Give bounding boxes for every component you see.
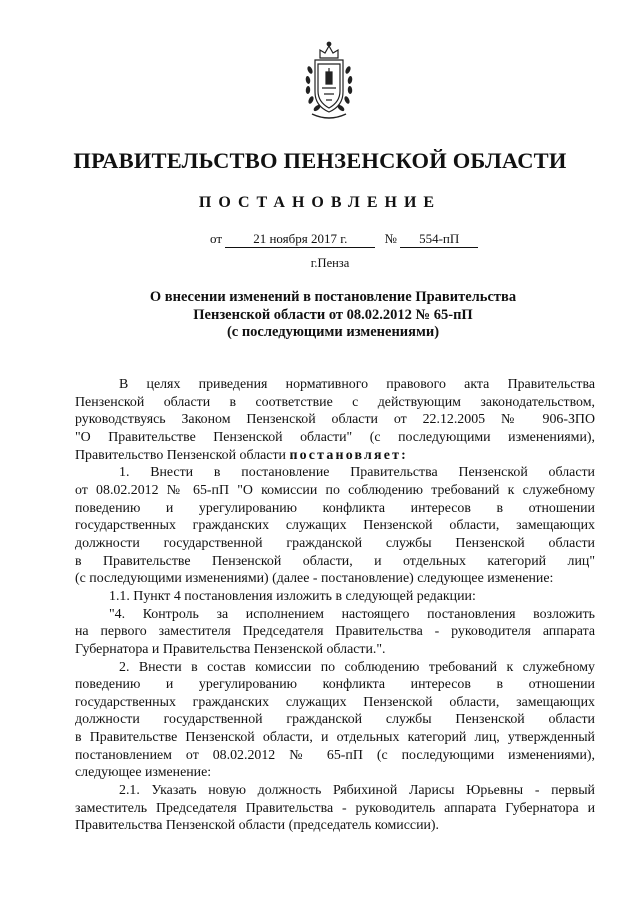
body-line: постановлением от 08.02.2012 № 65-пП (с последующими изменениями), — [75, 747, 595, 763]
resolves-keyword: постановляет: — [289, 447, 408, 463]
body-line: "О Правительстве Пензенской области" (с последующими изменениями), — [75, 429, 595, 445]
body-line: должности государственной гражданской службы Пензенской области — [75, 712, 595, 728]
document-type-heading: ПОСТАНОВЛЕНИЕ — [198, 194, 442, 211]
body-line: на первого заместителя Председателя Правительства - руководителя аппарата — [75, 624, 595, 640]
body-line: в Правительстве Пензенской области, и отдельных категорий лиц, утвержденный — [75, 730, 595, 746]
body-line: в Правительстве Пензенской области, и отдельных категорий лиц" — [75, 553, 595, 569]
subject-line: (с последующими изменениями) — [226, 324, 440, 340]
body-line: 2.1. Указать новую должность Рябихиной Ларисы Юрьевны - первый — [119, 783, 595, 799]
subject-line: Пензенской области от 08.02.2012 № 65-пП — [193, 306, 473, 323]
number-prefix: № — [384, 231, 397, 246]
subject-line: О внесении изменений в постановление Правительства — [149, 289, 517, 305]
body-line: (с последующими изменениями) (далее - постановление) следующее изменение: — [75, 571, 554, 587]
body-line: следующее изменение: — [75, 765, 212, 781]
body-line: Пензенской области в соответствие с действующим законодательством, — [75, 394, 595, 410]
body-line: 1. Внести в постановление Правительства Пензенской области — [119, 465, 595, 481]
body-line: поведению и урегулированию конфликта интересов в отношении — [75, 677, 595, 693]
body-line: 2. Внести в состав комиссии по соблюдению требований к служебному — [119, 659, 595, 675]
body-line: 1.1. Пункт 4 постановления изложить в следующей редакции: — [109, 588, 476, 604]
document-subject — [0, 289, 640, 342]
date-prefix: от — [210, 231, 223, 246]
city-label: г.Пенза — [310, 256, 350, 270]
date-field: 21 ноября 2017 г. — [225, 231, 375, 248]
penza-coat-of-arms-emblem — [298, 40, 360, 122]
number-field: 554-пП — [400, 231, 478, 248]
body-line: Губернатора и Правительства Пензенской области.". — [75, 641, 386, 657]
body-line: государственных гражданских служащих Пензенской области, замещающих — [75, 694, 595, 710]
body-line: поведению и урегулированию конфликта интересов в отношении — [75, 500, 595, 516]
body-line: от 08.02.2012 № 65-пП "О комиссии по соблюдению требований к служебному — [75, 482, 595, 498]
document-body — [75, 376, 595, 835]
body-line: "4. Контроль за исполнением настоящего постановления возложить — [109, 606, 595, 622]
government-title: ПРАВИТЕЛЬСТВО ПЕНЗЕНСКОЙ ОБЛАСТИ — [73, 148, 567, 173]
body-text-span: Правительство Пензенской области — [75, 447, 286, 463]
body-line: руководствуясь Законом Пензенской области от 22.12.2005 № 906-ЗПО — [75, 412, 595, 428]
body-line: Правительства Пензенской области (председатель комиссии). — [75, 818, 440, 834]
body-line: заместитель Председателя Правительства - руководитель аппарата Губернатора и — [75, 800, 595, 816]
date-number-row — [210, 231, 478, 248]
body-line: государственных гражданских служащих Пензенской области, замещающих — [75, 518, 595, 534]
body-line: должности государственной гражданской службы Пензенской области — [75, 535, 595, 551]
body-line — [75, 447, 595, 465]
body-line: В целях приведения нормативного правового акта Правительства — [119, 377, 595, 392]
